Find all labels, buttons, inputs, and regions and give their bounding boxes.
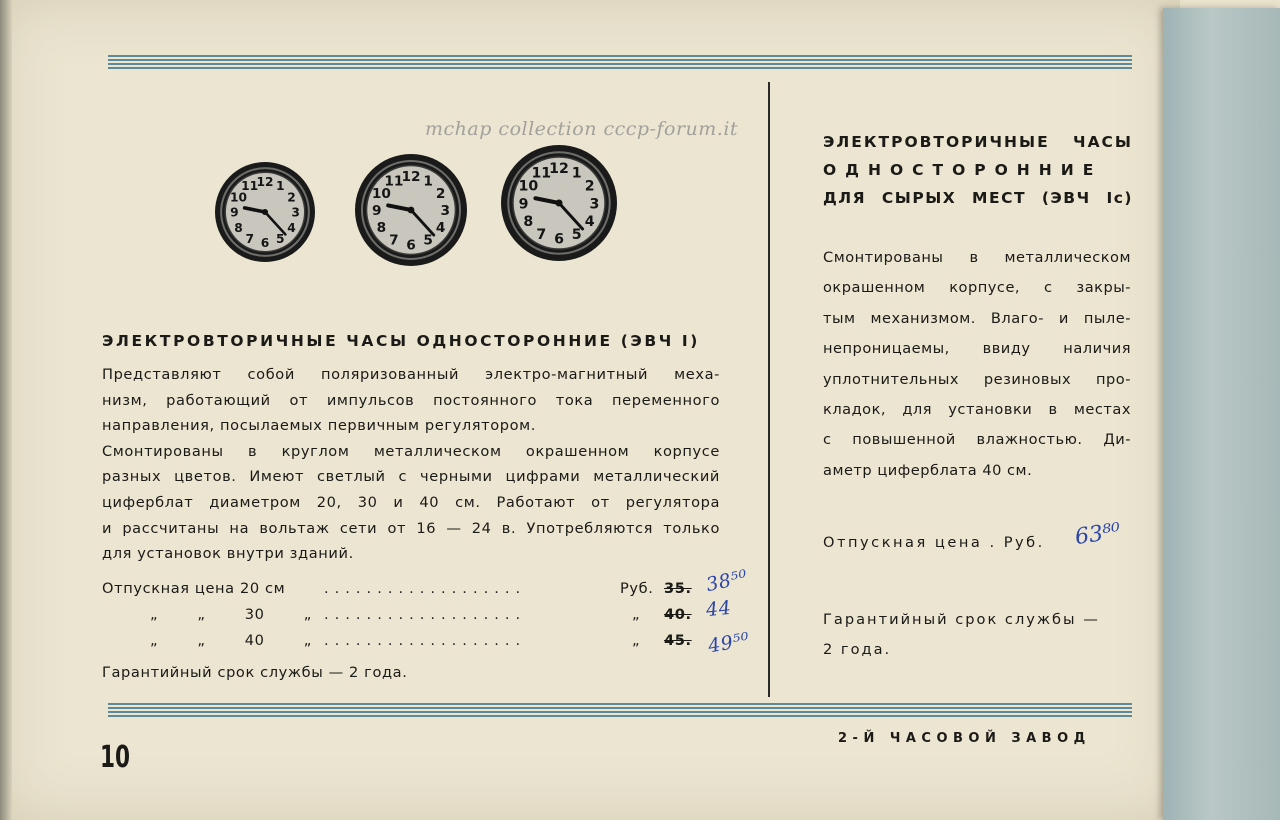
right-heading-line: ОДНОСТОРОННИЕ [823,161,1103,179]
price-label: „ „ 40 „ [150,632,312,649]
clock-numeral: 4 [435,220,446,237]
clock-large-icon [500,144,618,262]
price-old-struck: 45. [664,632,692,649]
left-warranty: Гарантийный срок службы — 2 года. [102,664,408,681]
clock-numeral: 8 [376,220,387,237]
clock-numeral: 5 [276,232,285,247]
left-price-table [102,565,752,658]
clock-numeral: 1 [571,165,582,182]
price-label: „ „ 30 „ [150,606,312,623]
price-row [102,628,752,658]
right-body-line: уплотнительных резиновых про- [823,370,1131,388]
clock-numeral: 6 [554,231,564,248]
clock-face-svg [214,161,316,263]
clock-numeral: 12 [256,174,274,189]
right-body-line: с повышенной влажностью. Ди- [823,431,1131,449]
factory-name-footer: 2-Й ЧАСОВОЙ ЗАВОД [838,731,1091,746]
clock-small-icon [214,161,316,263]
left-body-line: направления, посылаемых первичным регулятором. [102,417,537,435]
clock-numeral: 12 [401,168,421,185]
page-number: 10 [100,740,131,775]
left-body-line: Представляют собой поляризованный электро-магнитный меха- [102,366,720,383]
leader-dots: ................... [324,606,527,623]
price-row [102,596,742,628]
clock-numeral: 5 [423,232,433,249]
right-body-line: кладок, для установки в местах [823,401,1131,419]
clock-numeral: 12 [549,160,569,177]
watermark: mchap collection cccp-forum.it [425,118,739,140]
clock-numeral: 4 [584,214,595,231]
right-body-line: Смонтированы в металлическом [823,249,1131,266]
clock-numeral: 7 [245,232,254,247]
clock-numeral: 5 [571,226,582,243]
right-price-label: Отпускная цена . Руб. [823,534,1045,551]
right-section-heading [823,128,1133,212]
right-warranty-line: 2 года. [823,641,892,658]
clock-numeral: 6 [260,236,270,251]
clock-numeral: 2 [435,186,446,203]
right-heading-line: ЭЛЕКТРОВТОРИЧНЫЕ ЧАСЫ [823,133,1133,151]
clock-numeral: 3 [291,205,300,220]
left-body-line: для установок внутри зданий. [102,545,354,563]
column-divider [768,82,770,697]
clock-numeral: 7 [389,232,399,249]
left-section-heading: ЭЛЕКТРОВТОРИЧНЫЕ ЧАСЫ ОДНОСТОРОННИЕ (ЭВЧ I) [102,332,700,350]
clock-numeral: 10 [518,178,539,195]
clock-numeral: 1 [276,179,285,194]
price-label: Отпускная цена 20 см [102,580,286,597]
clock-numeral: 11 [384,173,404,190]
price-currency: „ [632,632,641,649]
clock-numeral: 8 [234,220,243,235]
clock-face-svg [500,144,618,262]
left-body-line: и рассчитаны на вольтаж сети от 16 — 24 в. Употребляются только [102,519,720,537]
clock-numeral: 9 [230,205,239,220]
price-new-handwritten: 44 [704,596,733,622]
clock-numeral: 6 [406,237,416,254]
left-description [102,362,720,567]
leader-dots: ................... [324,632,527,649]
right-body-line: непроницаемы, ввиду наличия [823,340,1131,358]
clock-numeral: 9 [518,196,529,213]
clock-face-svg [354,153,468,267]
price-currency: Руб. [620,580,654,597]
right-warranty [823,605,1133,665]
clock-numeral: 2 [584,178,595,195]
clock-numeral: 2 [287,190,296,205]
left-body-line: разных цветов. Имеют светлый с черными цифрами металлический [102,468,720,486]
clock-numeral: 3 [589,196,600,213]
price-row [102,565,750,602]
book-cover-edge [1163,8,1280,820]
leader-dots: ................... [324,580,527,597]
clock-numeral: 10 [371,186,391,203]
clock-numeral: 1 [423,173,433,190]
top-double-rule [108,55,1132,69]
price-old-struck: 35. [664,580,692,597]
clock-numeral: 3 [440,203,450,220]
left-body-line: низм, работающий от импульсов постоянного тока переменного [102,391,720,409]
right-warranty-line: Гарантийный срок службы — [823,611,1100,628]
bottom-double-rule [108,703,1132,717]
clock-numeral: 7 [536,226,547,243]
price-old-struck: 40. [664,606,692,623]
clock-numeral: 11 [531,165,552,182]
clock-numeral: 10 [229,190,248,205]
clock-illustrations [200,135,640,295]
right-body-line: аметр циферблата 40 см. [823,461,1033,479]
left-body-line: циферблат диаметром 20, 30 и 40 см. Работают от регулятора [102,493,720,511]
right-description [823,243,1131,486]
price-new-handwritten: 49⁵⁰ [706,628,752,658]
clock-numeral: 9 [372,203,382,220]
right-body-line: тым механизмом. Влаго- и пыле- [823,309,1131,327]
clock-numeral: 8 [523,214,534,231]
price-currency: „ [632,606,641,623]
clock-numeral: 4 [287,220,296,235]
price-new-handwritten: 38⁵⁰ [704,565,750,597]
right-body-line: окрашенном корпусе, с закры- [823,279,1131,297]
right-heading-line: ДЛЯ СЫРЫХ МЕСТ (ЭВЧ Iс) [823,189,1133,207]
right-price-handwritten: 63⁸⁰ [1073,518,1123,551]
clock-numeral: 11 [241,179,259,194]
clock-medium-icon [354,153,468,267]
left-body-line: Смонтированы в круглом металлическом окрашенном корпусе [102,442,720,460]
